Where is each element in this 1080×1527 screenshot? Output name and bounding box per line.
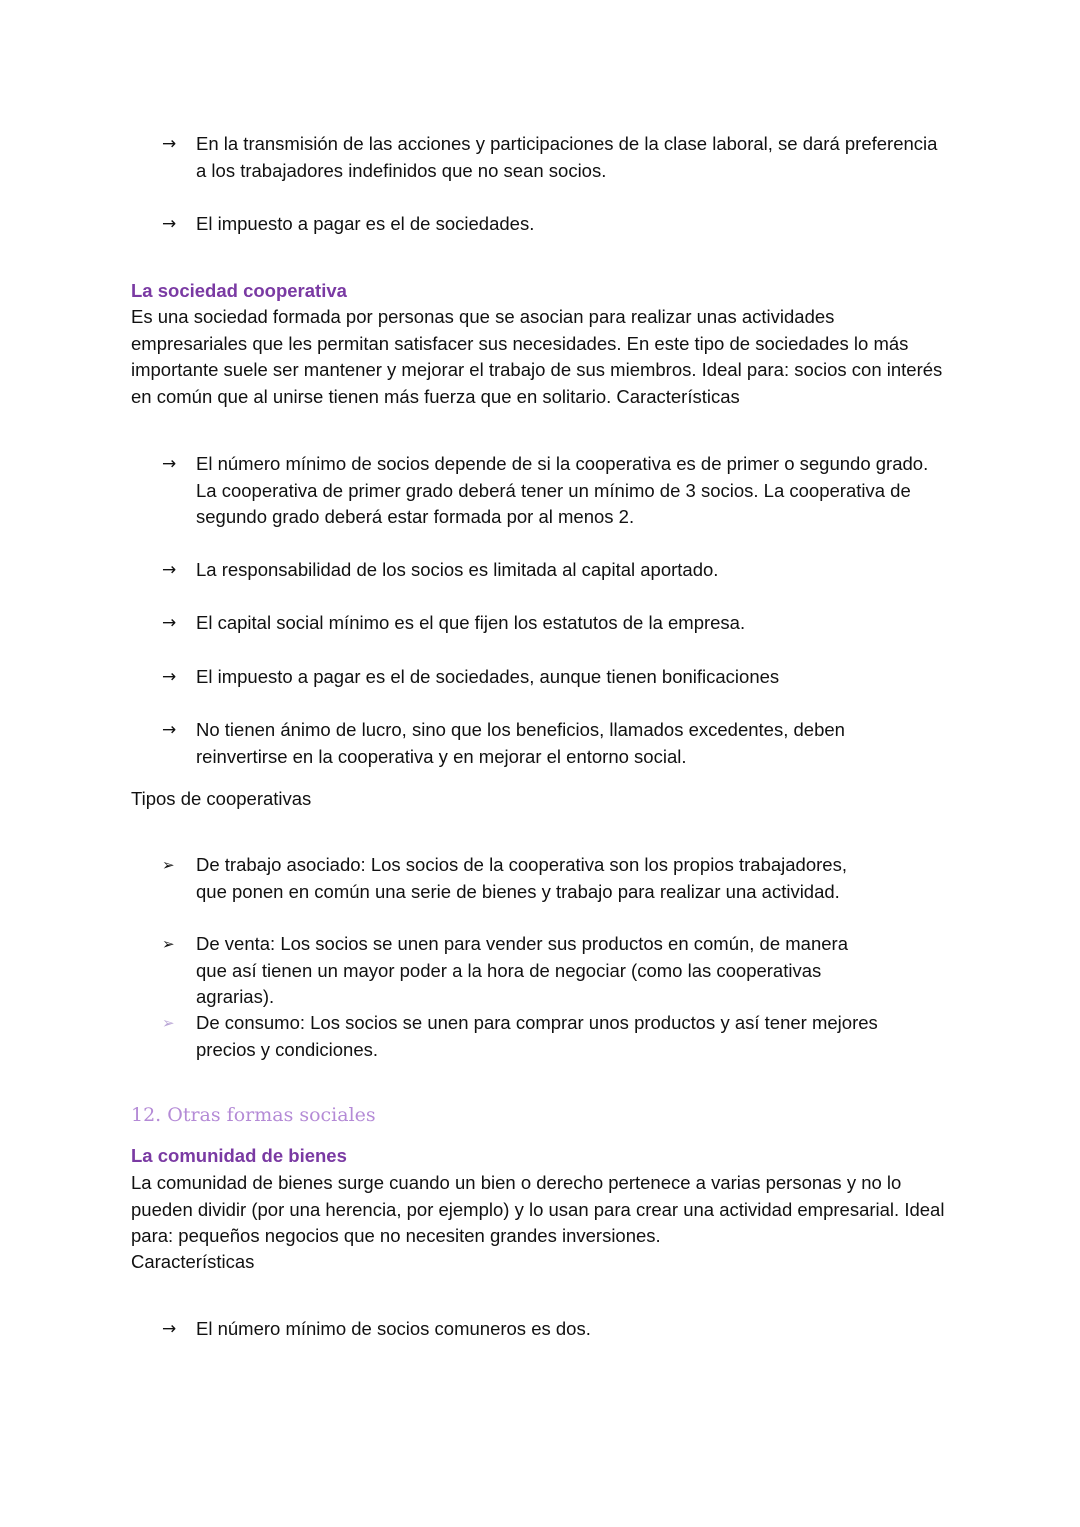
list-item [162,717,862,770]
list-item [162,664,952,691]
subheading-cooperativa: La sociedad cooperativa [131,280,347,301]
list-item-text: El capital social mínimo es el que fijen los estatutos de la empresa. [196,612,746,633]
list-item [162,1316,952,1343]
characteristics-label: Características [131,1251,255,1272]
list-item-text: En la transmisión de las acciones y participaciones de la clase laboral, se dará preferencia a los trabajadores indefinidos que no sean socios. [196,133,938,181]
list-item [162,931,882,1011]
right-arrow-icon: → [162,720,177,740]
triangle-bullet-icon: ➢ [162,1014,175,1032]
subheading-comunidad: La comunidad de bienes [131,1145,347,1166]
list-item-text: El número mínimo de socios depende de si la cooperativa es de primer o segundo grado. La cooperativa de primer grado deberá tener un mínimo de 3 socios. La cooperativa de segundo grado deberá estar formada por al menos 2. [196,453,929,527]
right-arrow-icon: → [162,1319,177,1339]
list-item-text: El impuesto a pagar es el de sociedades, aunque tienen bonificaciones [196,666,780,687]
types-label: Tipos de cooperativas [131,788,312,809]
list-item-text: El número mínimo de socios comuneros es dos. [196,1318,591,1339]
cooperativa-paragraph: Es una sociedad formada por personas que se asocian para realizar unas actividades empresariales que les permitan satisfacer sus necesidades. En este tipo de sociedades lo más importante suele ser mantener y mejorar el trabajo de sus miembros. Ideal para: socios con interés en común que al unirse tienen más fuerza que en solitario. Características [131,306,943,407]
right-arrow-icon: → [162,214,177,234]
right-arrow-icon: → [162,560,177,580]
right-arrow-icon: → [162,667,177,687]
list-item [162,557,952,584]
right-arrow-icon: → [162,613,177,633]
list-item-text: No tienen ánimo de lucro, sino que los beneficios, llamados excedentes, deben reinvertirse en la cooperativa y en mejorar el entorno social. [196,719,845,767]
triangle-bullet-icon: ➢ [162,935,175,953]
list-item-text: De venta: Los socios se unen para vender sus productos en común, de manera que así tienen un mayor poder a la hora de negociar (como las cooperativas agrarias). [196,933,848,1007]
list-item-text: El impuesto a pagar es el de sociedades. [196,213,535,234]
list-item-text: De consumo: Los socios se unen para comprar unos productos y así tener mejores precios y condiciones. [196,1012,878,1060]
section-title: 12. Otras formas sociales [131,1104,376,1126]
list-item [162,852,882,905]
comunidad-paragraph: La comunidad de bienes surge cuando un bien o derecho pertenece a varias personas y no lo pueden dividir (por una herencia, por ejemplo) y lo usan para crear una actividad empresarial. Ideal para: pequeños negocios que no necesiten grandes inversiones. [131,1172,945,1246]
list-item [162,610,952,637]
list-item [162,211,952,238]
list-item [162,1010,882,1063]
triangle-bullet-icon: ➢ [162,856,175,874]
list-item-text: De trabajo asociado: Los socios de la cooperativa son los propios trabajadores, que ponen en común una serie de bienes y trabajo para realizar una actividad. [196,854,847,902]
list-item [162,131,952,184]
list-item [162,451,952,531]
list-item-text: La responsabilidad de los socios es limitada al capital aportado. [196,559,719,580]
right-arrow-icon: → [162,134,177,154]
right-arrow-icon: → [162,454,177,474]
